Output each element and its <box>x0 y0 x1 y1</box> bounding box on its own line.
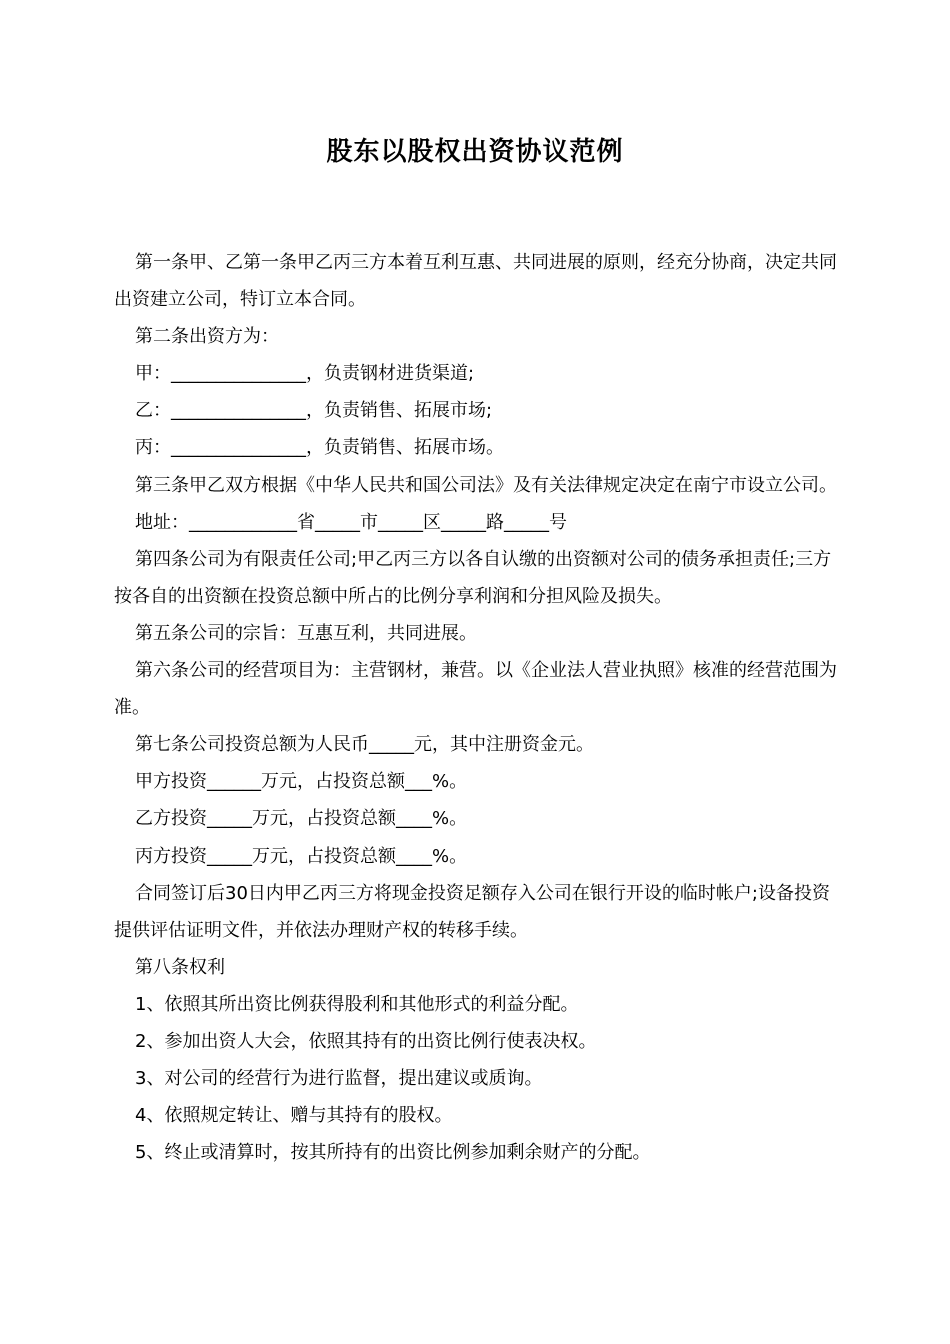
article-1-paragraph: 第一条甲、乙第一条甲乙丙三方本着互利互惠、共同进展的原则，经充分协商，决定共同出资建立公司，特订立本合同。 <box>114 252 837 311</box>
party-c-line: 丙：_______________，负责销售、拓展市场。 <box>135 437 504 459</box>
article-7-paragraph: 第七条公司投资总额为人民币_____元，其中注册资金元。 <box>135 734 594 756</box>
party-c-investment-line: 丙方投资_____万元，占投资总额____%。 <box>135 845 468 867</box>
article-8-heading: 第八条权利 <box>135 956 225 978</box>
rights-item-4: 4、依照规定转让、赠与其持有的股权。 <box>135 1105 453 1127</box>
rights-item-5: 5、终止或清算时，按其所持有的出资比例参加剩余财产的分配。 <box>135 1142 651 1164</box>
party-a-investment-line: 甲方投资______万元，占投资总额___%。 <box>135 771 468 793</box>
article-4-paragraph: 第四条公司为有限责任公司;甲乙丙三方以各自认缴的出资额对公司的债务承担责任;三方按各自的出资额在投资总额中所占的比例分享利润和分担风险及损失。 <box>114 548 832 607</box>
document-body <box>114 244 838 1171</box>
rights-item-3: 3、对公司的经营行为进行监督，提出建议或质询。 <box>135 1068 543 1090</box>
party-b-line: 乙：_______________，负责销售、拓展市场; <box>135 400 493 422</box>
article-3-paragraph: 第三条甲乙双方根据《中华人民共和国公司法》及有关法律规定决定在南宁市设立公司。 <box>135 474 837 496</box>
article-2-heading: 第二条出资方为： <box>135 326 279 348</box>
party-a-line: 甲：_______________，负责钢材进货渠道; <box>135 363 475 385</box>
address-line: 地址：____________省_____市_____区_____路_____号 <box>135 511 567 533</box>
article-6-paragraph: 第六条公司的经营项目为：主营钢材，兼营。以《企业法人营业执照》核准的经营范围为准。 <box>114 660 837 719</box>
rights-item-1: 1、依照其所出资比例获得股利和其他形式的利益分配。 <box>135 993 579 1015</box>
rights-item-2: 2、参加出资人大会，依照其持有的出资比例行使表决权。 <box>135 1030 597 1052</box>
document-title: 股东以股权出资协议范例 <box>326 137 624 167</box>
party-b-investment-line: 乙方投资_____万元，占投资总额____%。 <box>135 808 468 830</box>
article-5-paragraph: 第五条公司的宗旨：互惠互利，共同进展。 <box>135 622 477 644</box>
contract-deposit-paragraph: 合同签订后30日内甲乙丙三方将现金投资足额存入公司在银行开设的临时帐户;设备投资提供评估证明文件，并依法办理财产权的转移手续。 <box>114 882 830 941</box>
